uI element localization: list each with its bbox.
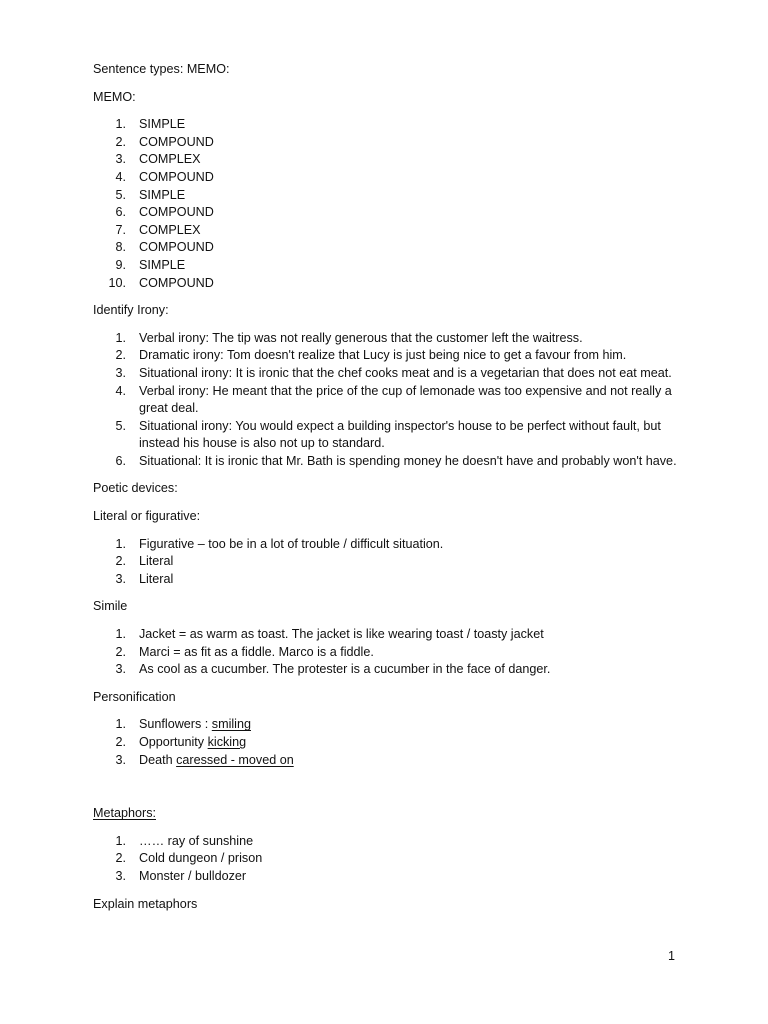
- metaphors-list: [93, 833, 683, 886]
- list-item: 8. COMPOUND: [115, 240, 214, 255]
- list-item: 10. COMPOUND: [108, 275, 214, 290]
- list-item: 7. COMPLEX: [115, 222, 201, 237]
- document-title: Sentence types: MEMO:: [93, 62, 230, 76]
- poetic-devices-heading: Poetic devices:: [93, 481, 178, 496]
- list-item: 2. Opportunity kicking: [115, 735, 247, 749]
- list-item: 2. Literal: [115, 554, 174, 569]
- literal-heading: Literal or figurative:: [93, 509, 201, 524]
- list-item: 1. Figurative – too be in a lot of trouble / difficult situation.: [115, 536, 444, 551]
- memo-heading: MEMO:: [93, 89, 136, 104]
- list-item: 2. Cold dungeon / prison: [115, 851, 263, 866]
- list-item: 3. Death caressed - moved on: [115, 752, 294, 767]
- list-item: 4. Verbal irony: He meant that the price of the cup of lemonade was too expensive and not really a great deal.: [115, 383, 672, 416]
- list-item: 3. Situational irony: It is ironic that the chef cooks meat and is a vegetarian that does not eat meat.: [115, 365, 672, 380]
- list-item: 3. Monster / bulldozer: [115, 868, 247, 883]
- list-item: 2. Dramatic irony: Tom doesn't realize that Lucy is just being nice to get a favour from him.: [115, 348, 627, 363]
- personification-list: [93, 716, 683, 769]
- page-number: 1: [668, 949, 676, 963]
- list-item: 1. Jacket = as warm as toast. The jacket is like wearing toast / toasty jacket: [115, 627, 544, 642]
- list-item: 1. Verbal irony: The tip was not really generous that the customer left the waitress.: [115, 330, 583, 345]
- list-item: 2. COMPOUND: [115, 134, 214, 149]
- blank-space: [93, 779, 683, 805]
- irony-list: [93, 330, 683, 471]
- literal-list: [93, 536, 683, 589]
- list-item: 6. Situational: It is ironic that Mr. Bath is spending money he doesn't have and probably won't have.: [115, 453, 677, 468]
- list-item: 5. SIMPLE: [115, 187, 186, 202]
- irony-heading: Identify Irony:: [93, 303, 169, 318]
- memo-list: [93, 116, 683, 292]
- list-item: 9. SIMPLE: [115, 257, 186, 272]
- list-item: 3. COMPLEX: [115, 152, 201, 167]
- list-item: 2. Marci = as fit as a fiddle. Marco is a fiddle.: [115, 644, 374, 659]
- list-item: 6. COMPOUND: [115, 205, 214, 220]
- list-item: 5. Situational irony: You would expect a building inspector's house to be perfect without fault, but instead his house is also not up to standard.: [115, 418, 661, 451]
- simile-list: [93, 626, 683, 679]
- list-item: 3. Literal: [115, 571, 174, 586]
- simile-heading: Simile: [93, 599, 128, 614]
- list-item: 1. Sunflowers : smiling: [115, 717, 251, 732]
- document-page: [93, 61, 683, 923]
- personification-heading: Personification: [93, 689, 176, 704]
- list-item: 1. …… ray of sunshine: [115, 833, 254, 848]
- list-item: 4. COMPOUND: [115, 169, 214, 184]
- list-item: 1. SIMPLE: [115, 117, 186, 132]
- list-item: 3. As cool as a cucumber. The protester is a cucumber in the face of danger.: [115, 662, 551, 677]
- explain-metaphors-heading: Explain metaphors: [93, 896, 198, 911]
- metaphors-heading: Metaphors:: [93, 806, 156, 821]
